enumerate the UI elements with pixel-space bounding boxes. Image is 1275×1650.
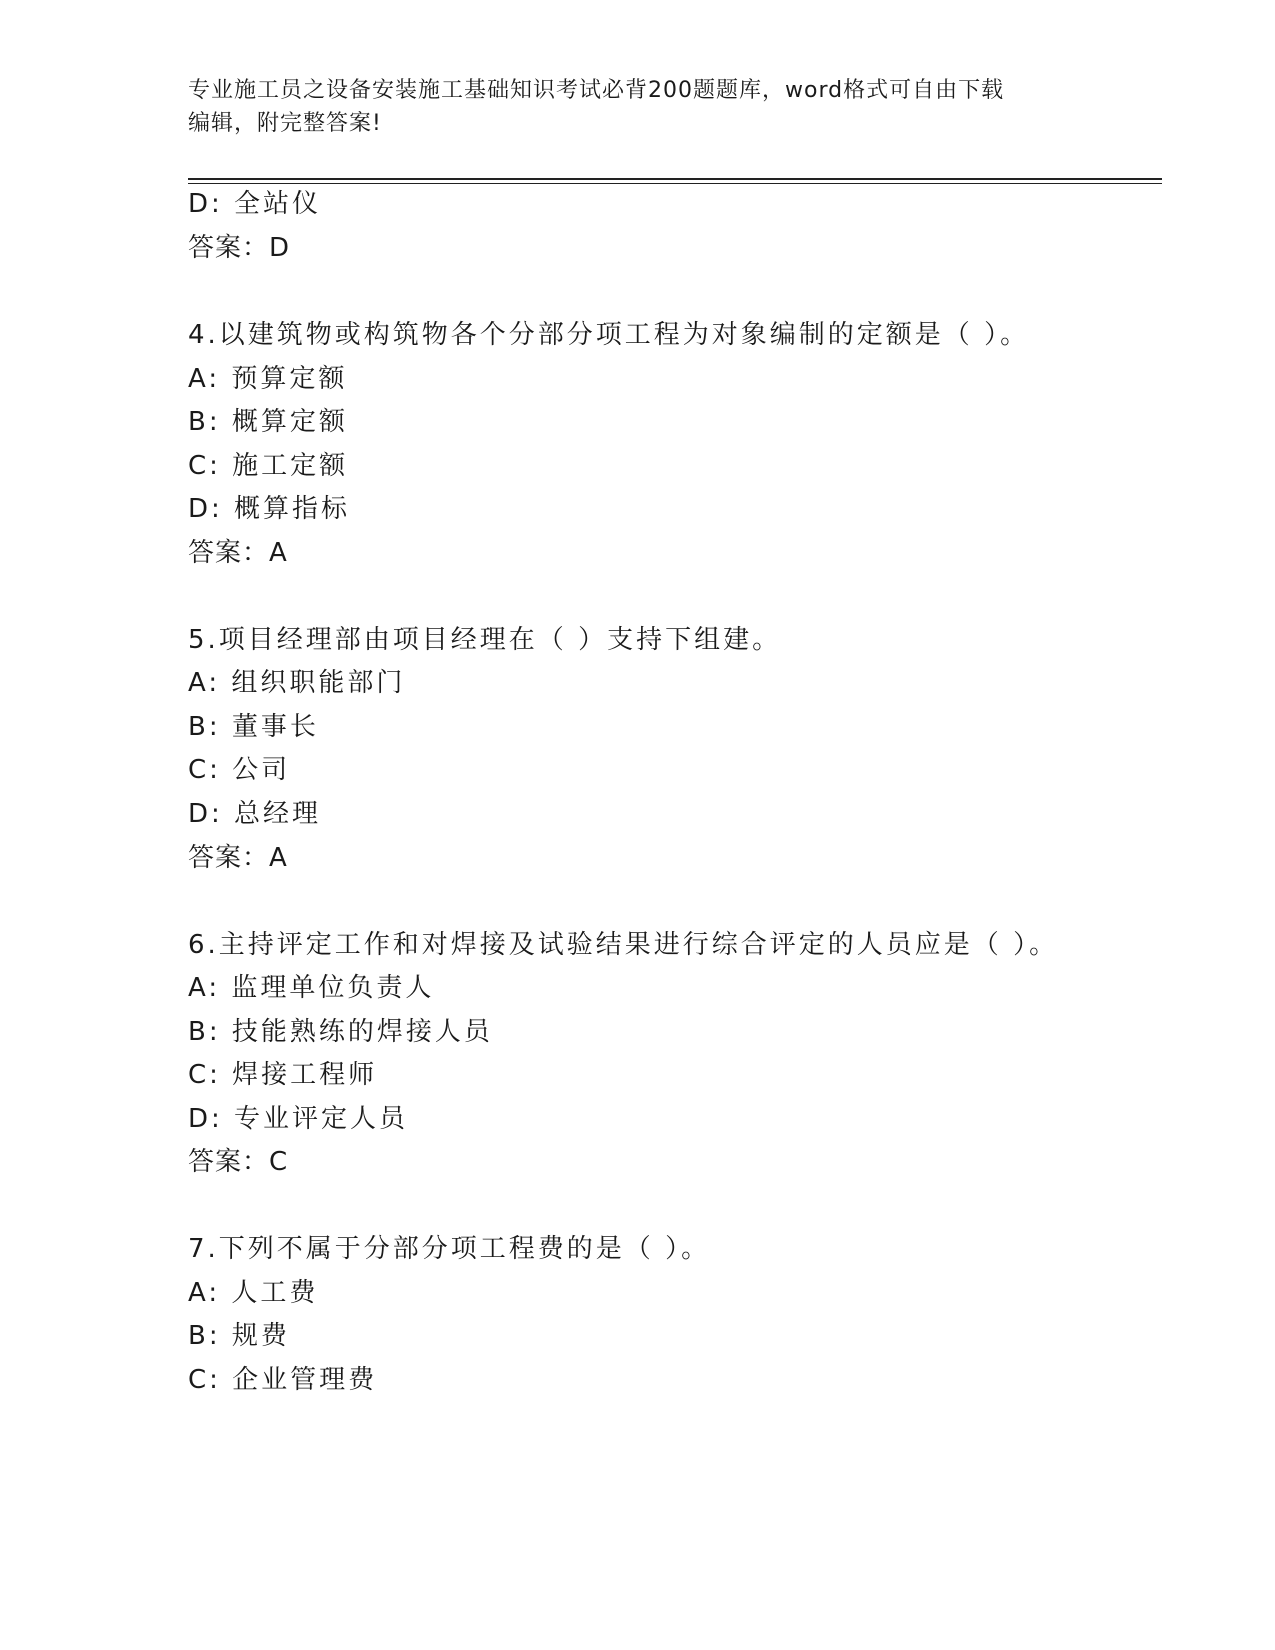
document-header — [188, 74, 1068, 140]
option-b: B: 概算定额 — [188, 407, 348, 437]
header-line-2: 编辑，附完整答案! — [188, 111, 382, 136]
option-d: D: 全站仪 — [188, 189, 322, 219]
option-c: C: 施工定额 — [188, 451, 349, 481]
option-d: D: 专业评定人员 — [188, 1104, 409, 1134]
header-line-1: 专业施工员之设备安装施工基础知识考试必背200题题库，word格式可自由下载 — [188, 78, 1005, 103]
option-b: B: 规费 — [188, 1321, 290, 1351]
option-b: B: 董事长 — [188, 712, 319, 742]
option-a: A: 人工费 — [188, 1278, 319, 1308]
option-c: C: 焊接工程师 — [188, 1060, 378, 1090]
option-a: A: 预算定额 — [188, 364, 348, 394]
option-c: C: 公司 — [188, 755, 291, 785]
answer: 答案：A — [188, 843, 288, 873]
option-a: A: 监理单位负责人 — [188, 973, 435, 1003]
question-stem: 7.下列不属于分部分项工程费的是（ ）。 — [188, 1234, 711, 1264]
answer: 答案：C — [188, 1147, 289, 1177]
question-stem: 6.主持评定工作和对焊接及试验结果进行综合评定的人员应是（ ）。 — [188, 930, 1059, 960]
option-d: D: 总经理 — [188, 799, 322, 829]
answer: 答案：D — [188, 233, 291, 263]
option-d: D: 概算指标 — [188, 494, 351, 524]
header-divider-thick — [188, 178, 1162, 180]
question-stem: 5.项目经理部由项目经理在（ ）支持下组建。 — [188, 625, 782, 655]
option-c: C: 企业管理费 — [188, 1365, 378, 1395]
option-b: B: 技能熟练的焊接人员 — [188, 1017, 493, 1047]
question-stem: 4.以建筑物或构筑物各个分部分项工程为对象编制的定额是（ ）。 — [188, 320, 1030, 350]
answer: 答案：A — [188, 538, 288, 568]
header-divider-thin — [188, 183, 1162, 184]
option-a: A: 组织职能部门 — [188, 668, 406, 698]
